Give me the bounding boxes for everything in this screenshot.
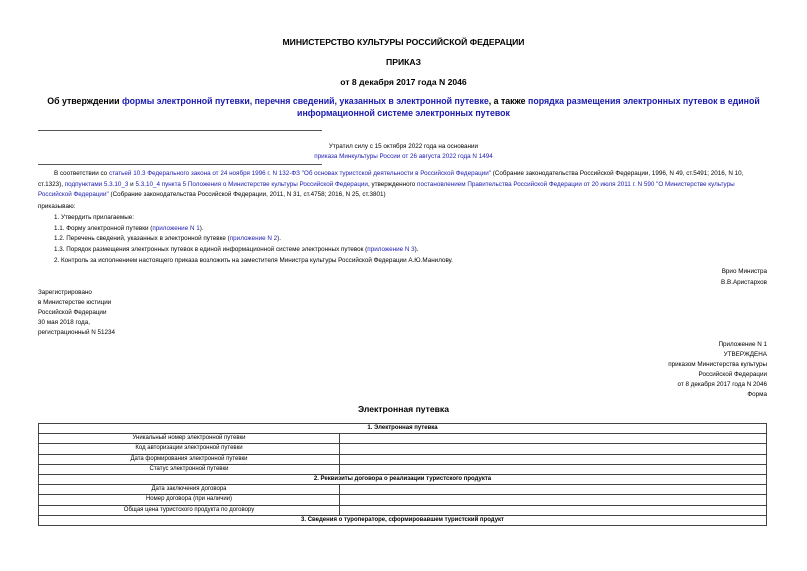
appendix-line: от 8 декабря 2017 года N 2046: [677, 381, 767, 388]
item-text: ).: [199, 225, 204, 232]
field-value[interactable]: [340, 434, 767, 444]
table-row: [39, 485, 767, 495]
table-row: [39, 444, 767, 454]
voucher-form-table: [38, 423, 767, 526]
registration-line: 30 мая 2018 года,: [38, 319, 90, 326]
signature-position: Врио Министра: [721, 268, 767, 275]
registration-line: Российской Федерации: [38, 309, 107, 316]
field-label: Код авторизации электронной путевки: [39, 444, 340, 454]
appendix-line: приказом Министерства культуры: [668, 361, 767, 368]
subclause-link[interactable]: подпунктами 5.3.10_3: [64, 180, 129, 188]
title-prefix: Об утверждении: [47, 96, 122, 106]
item-text: 1.2. Перечень сведений, указанных в электронной путевке (: [54, 235, 230, 242]
item-1-3: [54, 246, 419, 254]
field-label: Дата заключения договора: [39, 485, 340, 495]
preamble-text: , утвержденного: [367, 180, 418, 188]
field-label: Уникальный номер электронной путевки: [39, 434, 340, 444]
appendix-line: Приложение N 1: [718, 341, 767, 348]
registration-line: Зарегистрировано: [38, 289, 92, 296]
field-value[interactable]: [340, 464, 767, 474]
item-text: 1.3. Порядок размещения электронных путевок в единой информационной системе электронных путевок (: [54, 246, 368, 253]
item-1-1: [54, 225, 204, 233]
field-value[interactable]: [340, 505, 767, 515]
title-link-order-cont[interactable]: информационной системе электронных путевок: [297, 108, 510, 118]
status-link[interactable]: приказа Минкультуры России от 26 августа 2022 года N 1494: [314, 153, 493, 160]
section-header: 3. Сведения о туроператоре, сформировавшем туристский продукт: [39, 515, 767, 525]
signature-name: В.В.Аристархов: [721, 279, 767, 286]
status-line: Утратил силу с 15 октября 2022 года на основании: [328, 143, 479, 150]
order-word: приказываю:: [38, 203, 76, 210]
appendix-line: Форма: [747, 391, 767, 398]
item-1: 1. Утвердить прилагаемые:: [54, 214, 134, 221]
appendix-line: УТВЕРЖДЕНА: [723, 351, 767, 358]
title-mid: , а также: [488, 96, 529, 106]
field-label: Статус электронной путевки: [39, 464, 340, 474]
item-2: 2. Контроль за исполнением настоящего приказа возложить на заместителя Министра культуры Российской Федерации А.Ю.Манилову.: [54, 257, 453, 264]
title-link-order[interactable]: порядка размещения электронных путевок в единой: [528, 96, 760, 106]
table-row: [39, 495, 767, 505]
title-link-form[interactable]: формы электронной путевки, перечня сведений, указанных в электронной путевке: [122, 96, 489, 106]
registration-line: регистрационный N 51234: [38, 329, 116, 336]
appendix-3-link[interactable]: приложение N 3: [367, 246, 415, 253]
table-row: [39, 424, 767, 434]
regulation-link[interactable]: 5.3.10_4 пункта 5 Положения о Министерстве культуры Российской Федерации: [135, 180, 368, 188]
form-title: Электронная путевка: [357, 404, 450, 414]
table-row: [39, 474, 767, 484]
field-label: Дата формирования электронной путевки: [39, 454, 340, 464]
field-value[interactable]: [340, 454, 767, 464]
ministry-heading: МИНИСТЕРСТВО КУЛЬТУРЫ РОССИЙСКОЙ ФЕДЕРАЦИИ: [282, 37, 525, 47]
preamble-text: (Собрание законодательства Российской Федерации, 2011, N 31, ст.4758; 2016, N 25, ст.3801): [108, 191, 386, 198]
divider: [38, 130, 322, 131]
field-value[interactable]: [340, 495, 767, 505]
doc-type-heading: ПРИКАЗ: [386, 57, 421, 67]
table-row: [39, 515, 767, 525]
resolution-link[interactable]: постановлением Правительства Российской Федерации от 20 июля 2011 г. N 590 "О Министерстве культуры Российской Федерации": [38, 180, 735, 198]
preamble-text: (Собрание законодательства Российской Федерации, 1996, N 49, ст.5491; 2016, N 10, ст.1323),: [38, 170, 744, 188]
section-header: 1. Электронная путевка: [39, 424, 767, 434]
section-header: 2. Реквизиты договора о реализации туристского продукта: [39, 474, 767, 484]
preamble-paragraph: [38, 169, 768, 201]
preamble-text: и: [128, 180, 136, 188]
law-link[interactable]: статьей 10.3 Федерального закона от 24 ноября 1996 г. N 132-ФЗ "Об основах туристской деятельности в Российской Федерации": [108, 170, 491, 177]
table-row: [39, 464, 767, 474]
doc-title-line1: [0, 95, 807, 107]
field-value[interactable]: [340, 485, 767, 495]
appendix-2-link[interactable]: приложение N 2: [229, 235, 278, 242]
item-text: ).: [277, 235, 281, 242]
registration-line: в Министерстве юстиции: [38, 299, 112, 306]
field-label: Общая цена туристского продукта по договору: [39, 505, 340, 515]
field-label: Номер договора (при наличии): [39, 495, 340, 505]
field-value[interactable]: [340, 444, 767, 454]
doc-date-heading: от 8 декабря 2017 года N 2046: [340, 77, 467, 87]
table-row: [39, 454, 767, 464]
doc-title-line2: [0, 107, 807, 119]
table-row: [39, 505, 767, 515]
item-text: ).: [414, 246, 419, 253]
status-link-line: [0, 153, 807, 161]
appendix-1-link[interactable]: приложение N 1: [152, 225, 200, 232]
divider: [38, 164, 322, 165]
item-1-2: [54, 235, 281, 243]
table-row: [39, 434, 767, 444]
item-text: 1.1. Форму электронной путевки (: [54, 225, 153, 232]
preamble-text: В соответствии со: [54, 170, 109, 177]
appendix-line: Российской Федерации: [698, 371, 767, 378]
